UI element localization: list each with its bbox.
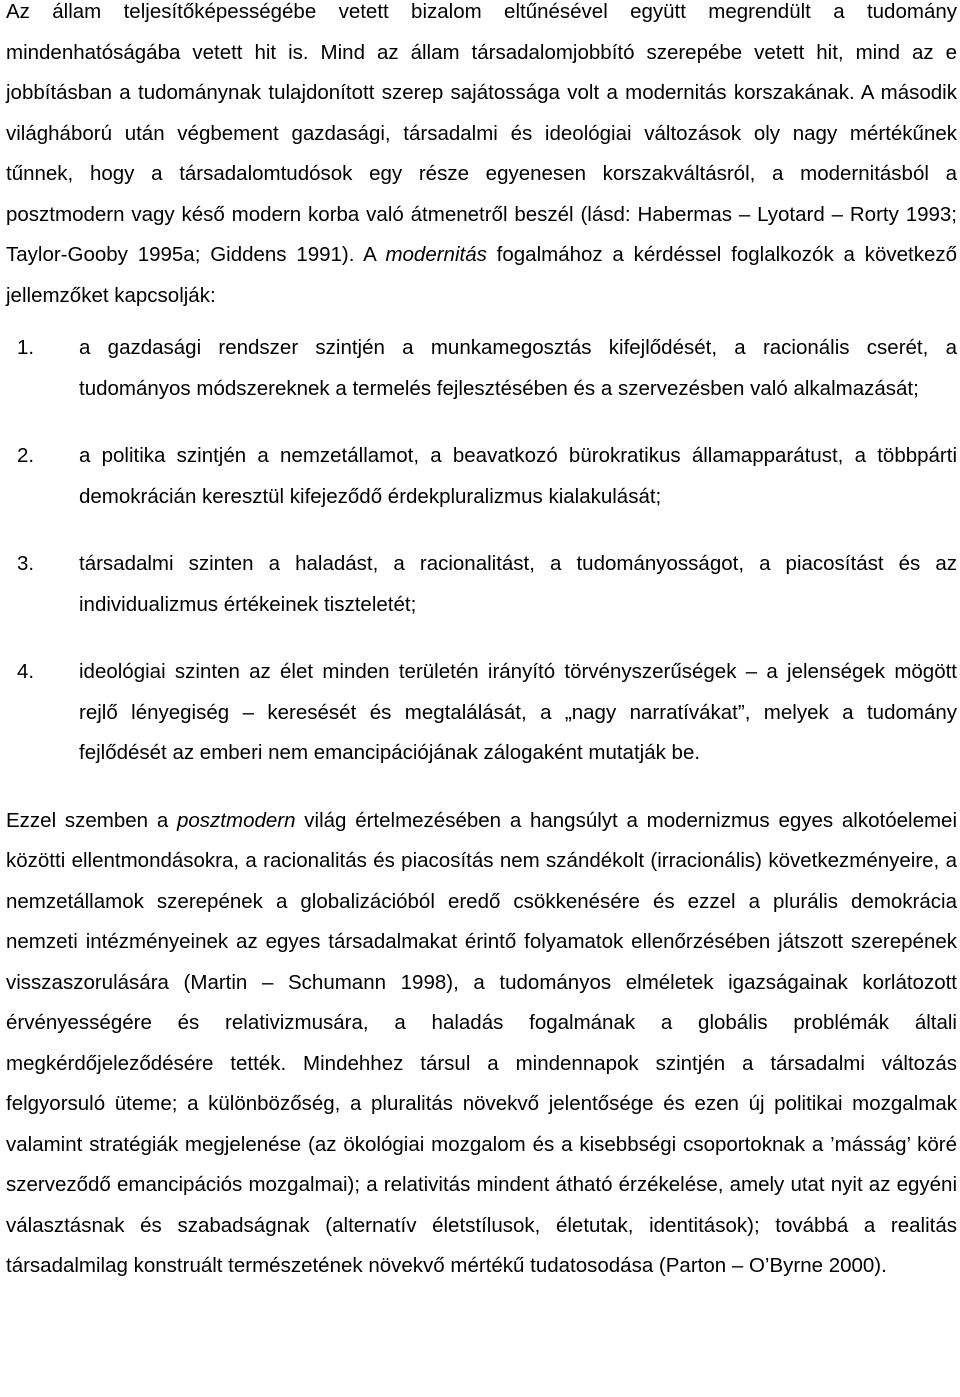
paragraph-modernity-intro (6, 0, 957, 316)
list-item-text: ideológiai szinten az élet minden területén irányító törvényszerűségek – a jelenségek mögött rejlő lényegiség – keresését és megtalálását, a „nagy narratívákat”, melyek a tudomány fejlődését az emberi nem emancipációjának zálogaként mutatják be. (79, 660, 957, 764)
paragraph2-text-end: világ értelmezésében a hangsúlyt a modernizmus egyes alkotóelemei közötti ellentmondásokra, a racionalitás és piacosítás nem szándékolt (irracionális) következményeire, a nemzetállamok szerepének a globalizációból eredő csökkenésére és ezzel a plurális demokrácia nemzeti intézményeinek az egyes társadalmakat érintő folyamatok ellenőrzésében játszott szerepének visszaszorulására (Martin – Schumann 1998), a tudományos elméletek igazságainak korlátozott érvényességére és relativizmusára, a haladás fogalmának a globális problémák általi megkérdőjeleződésére tették. Mindehhez társul a mindennapok szintjén a társadalmi változás felgyorsuló üteme; a különbözőség, a pluralitás növekvő jelentősége és ezen új politikai mozgalmak valamint stratégiák megjelenése (az ökológiai mozgalom és a kisebbségi csoportoknak a ’másság’ köré szerveződő emancipációs mozgalmai); a relativitás mindent átható érzékelése, amely utat nyit az egyéni választásnak és szabadságnak (alternatív életstílusok, életutak, identitások); továbbá a realitás társadalmilag konstruált természetének növekvő mértékű tudatosodása (Parton – O’Byrne 2000). (6, 808, 957, 1277)
list-item-text: a politika szintjén a nemzetállamot, a beavatkozó bürokratikus államapparátust, a többpárti demokrácián keresztül kifejeződő érdekpluralizmus kialakulását; (79, 444, 957, 508)
list-item-number: 2. (17, 444, 35, 467)
list-item-number: 4. (17, 660, 35, 683)
list-item-text: a gazdasági rendszer szintjén a munkamegosztás kifejlődését, a racionális cserét, a tudományos módszereknek a termelés fejlesztésében és a szervezésben való alkalmazását; (79, 336, 957, 400)
list-item (6, 652, 957, 774)
list-item (6, 544, 957, 625)
characteristics-list (6, 328, 957, 774)
paragraph1-text: Az állam teljesítőképességébe vetett bizalom eltűnésével együtt megrendült a tudomány mindenhatóságába vetett hit is. Mind az állam társadalomjobbító szerepébe vetett hit, mind az e jobbításban a tudománynak tulajdonított szerep sajátossága volt a modernitás korszakának. A második világháború után végbement gazdasági, társadalmi és ideológiai változások oly nagy mértékűnek tűnnek, hogy a társadalomtudósok egy része egyenesen korszakváltásról, a modernitásból a posztmodern vagy késő modern korba való átmenetről beszél (lásd: Habermas – Lyotard – Rorty 1993; Taylor-Gooby 1995a; Giddens 1991). A (6, 0, 957, 266)
list-item (6, 436, 957, 517)
paragraph-postmodern (6, 801, 957, 1287)
paragraph2-text: Ezzel szemben a (6, 808, 177, 832)
list-item-number: 1. (17, 336, 35, 359)
list-item-number: 3. (17, 552, 35, 575)
list-item (6, 328, 957, 409)
paragraph1-italic-term: modernitás (385, 243, 487, 266)
paragraph1-text-end: fogalmához a kérdéssel foglalkozók a következő jellemzőket kapcsolják: (6, 243, 957, 307)
document-page (6, 0, 957, 1287)
paragraph2-italic-term: posztmodern (177, 808, 296, 832)
list-item-text: társadalmi szinten a haladást, a racionalitást, a tudományosságot, a piacosítást és az individualizmus értékeinek tiszteletét; (79, 552, 957, 616)
